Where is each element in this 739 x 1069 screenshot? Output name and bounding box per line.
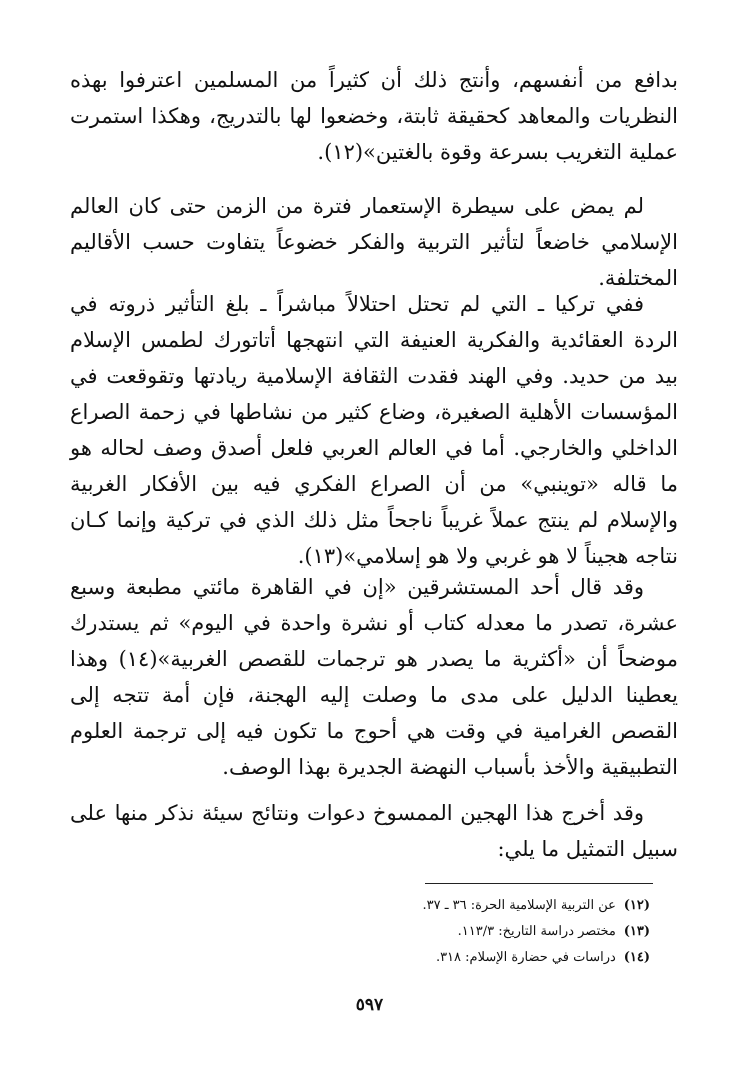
- paragraph-turkey-india-arab: [70, 286, 678, 574]
- footnote-text: دراسات في حضارة الإسلام: ٣١٨.: [435, 950, 616, 965]
- footnote-divider: [425, 883, 653, 884]
- footnotes-section: [290, 893, 650, 971]
- paragraph-colonial-influence: [70, 188, 678, 296]
- page-number: ٥٩٧: [355, 995, 384, 1015]
- paragraph-2-text: لم يمض على سيطرة الإستعمار فترة من الزمن حتى كان العالم الإسلامي خاضعاً لتأثير التربية والفكر خضوعاً يتفاوت حسب الأقاليم المختلفة.: [70, 194, 678, 290]
- footnote-text: عن التربية الإسلامية الحرة: ٣٦ ـ ٣٧.: [422, 898, 616, 913]
- footnote-number: (١٤): [623, 950, 650, 965]
- paragraph-continuation: [70, 62, 678, 170]
- footnote-number: (١٣): [623, 924, 650, 939]
- footnote-12: [290, 893, 650, 919]
- footnote-13: [290, 919, 650, 945]
- paragraph-3-text: ففي تركيا ـ التي لم تحتل احتلالاً مباشراً ـ بلغ التأثير ذروته في الردة العقائدية والفكرية العنيفة التي انتهجها أتاتورك لطمس الإسلام بيد من حديد. وفي الهند فقدت الثقافة الإسلامية ريادتها وتقوقعت في المؤسسات الأهلية الصغيرة، وضاع كثير من نشاطها في زحمة الصراع الداخلي والخارجي. أما في العالم العربي فلعل أصدق وصف لحاله هو ما قاله «توينبي» من أن الصراع الفكري فيه بين الأفكار الغربية والإسلام لم ينتج عملاً غريباً ناجحاً مثل ذلك الذي في تركية وإنما كـان نتاجه هجيناً لا هو غربي ولا هو إسلامي»(١٣).: [70, 292, 678, 568]
- paragraph-orientalist-quote: [70, 569, 678, 785]
- footnote-14: [290, 945, 650, 971]
- paragraph-consequences: [70, 795, 678, 867]
- footnote-number: (١٢): [623, 898, 650, 913]
- paragraph-4-text: وقد قال أحد المستشرقين «إن في القاهرة مائتي مطبعة وسبع عشرة، تصدر ما معدله كتاب أو نشرة واحدة في اليوم» ثم يستدرك موضحاً أن «أكثرية ما يصدر هو ترجمات للقصص الغربية»(١٤) وهذا يعطينا الدليل على مدى ما وصلت إليه الهجنة، فإن أمة تتجه إلى القصص الغرامية في وقت هي أحوج ما تكون فيه إلى ترجمة العلوم التطبيقية والأخذ بأسباب النهضة الجديرة بهذا الوصف.: [70, 575, 678, 779]
- footnote-text: مختصر دراسة التاريخ: ١١٣/٣.: [457, 924, 616, 939]
- paragraph-5-text: وقد أخرج هذا الهجين الممسوخ دعوات ونتائج سيئة نذكر منها على سبيل التمثيل ما يلي:: [70, 801, 678, 861]
- paragraph-1-text: بدافع من أنفسهم، وأنتج ذلك أن كثيراً من المسلمين اعترفوا بهذه النظريات والمعاهد كحقيقة ثابتة، وخضعوا لها بالتدريج، وهكذا استمرت عملية التغريب بسرعة وقوة بالغتين»(١٢).: [70, 68, 678, 164]
